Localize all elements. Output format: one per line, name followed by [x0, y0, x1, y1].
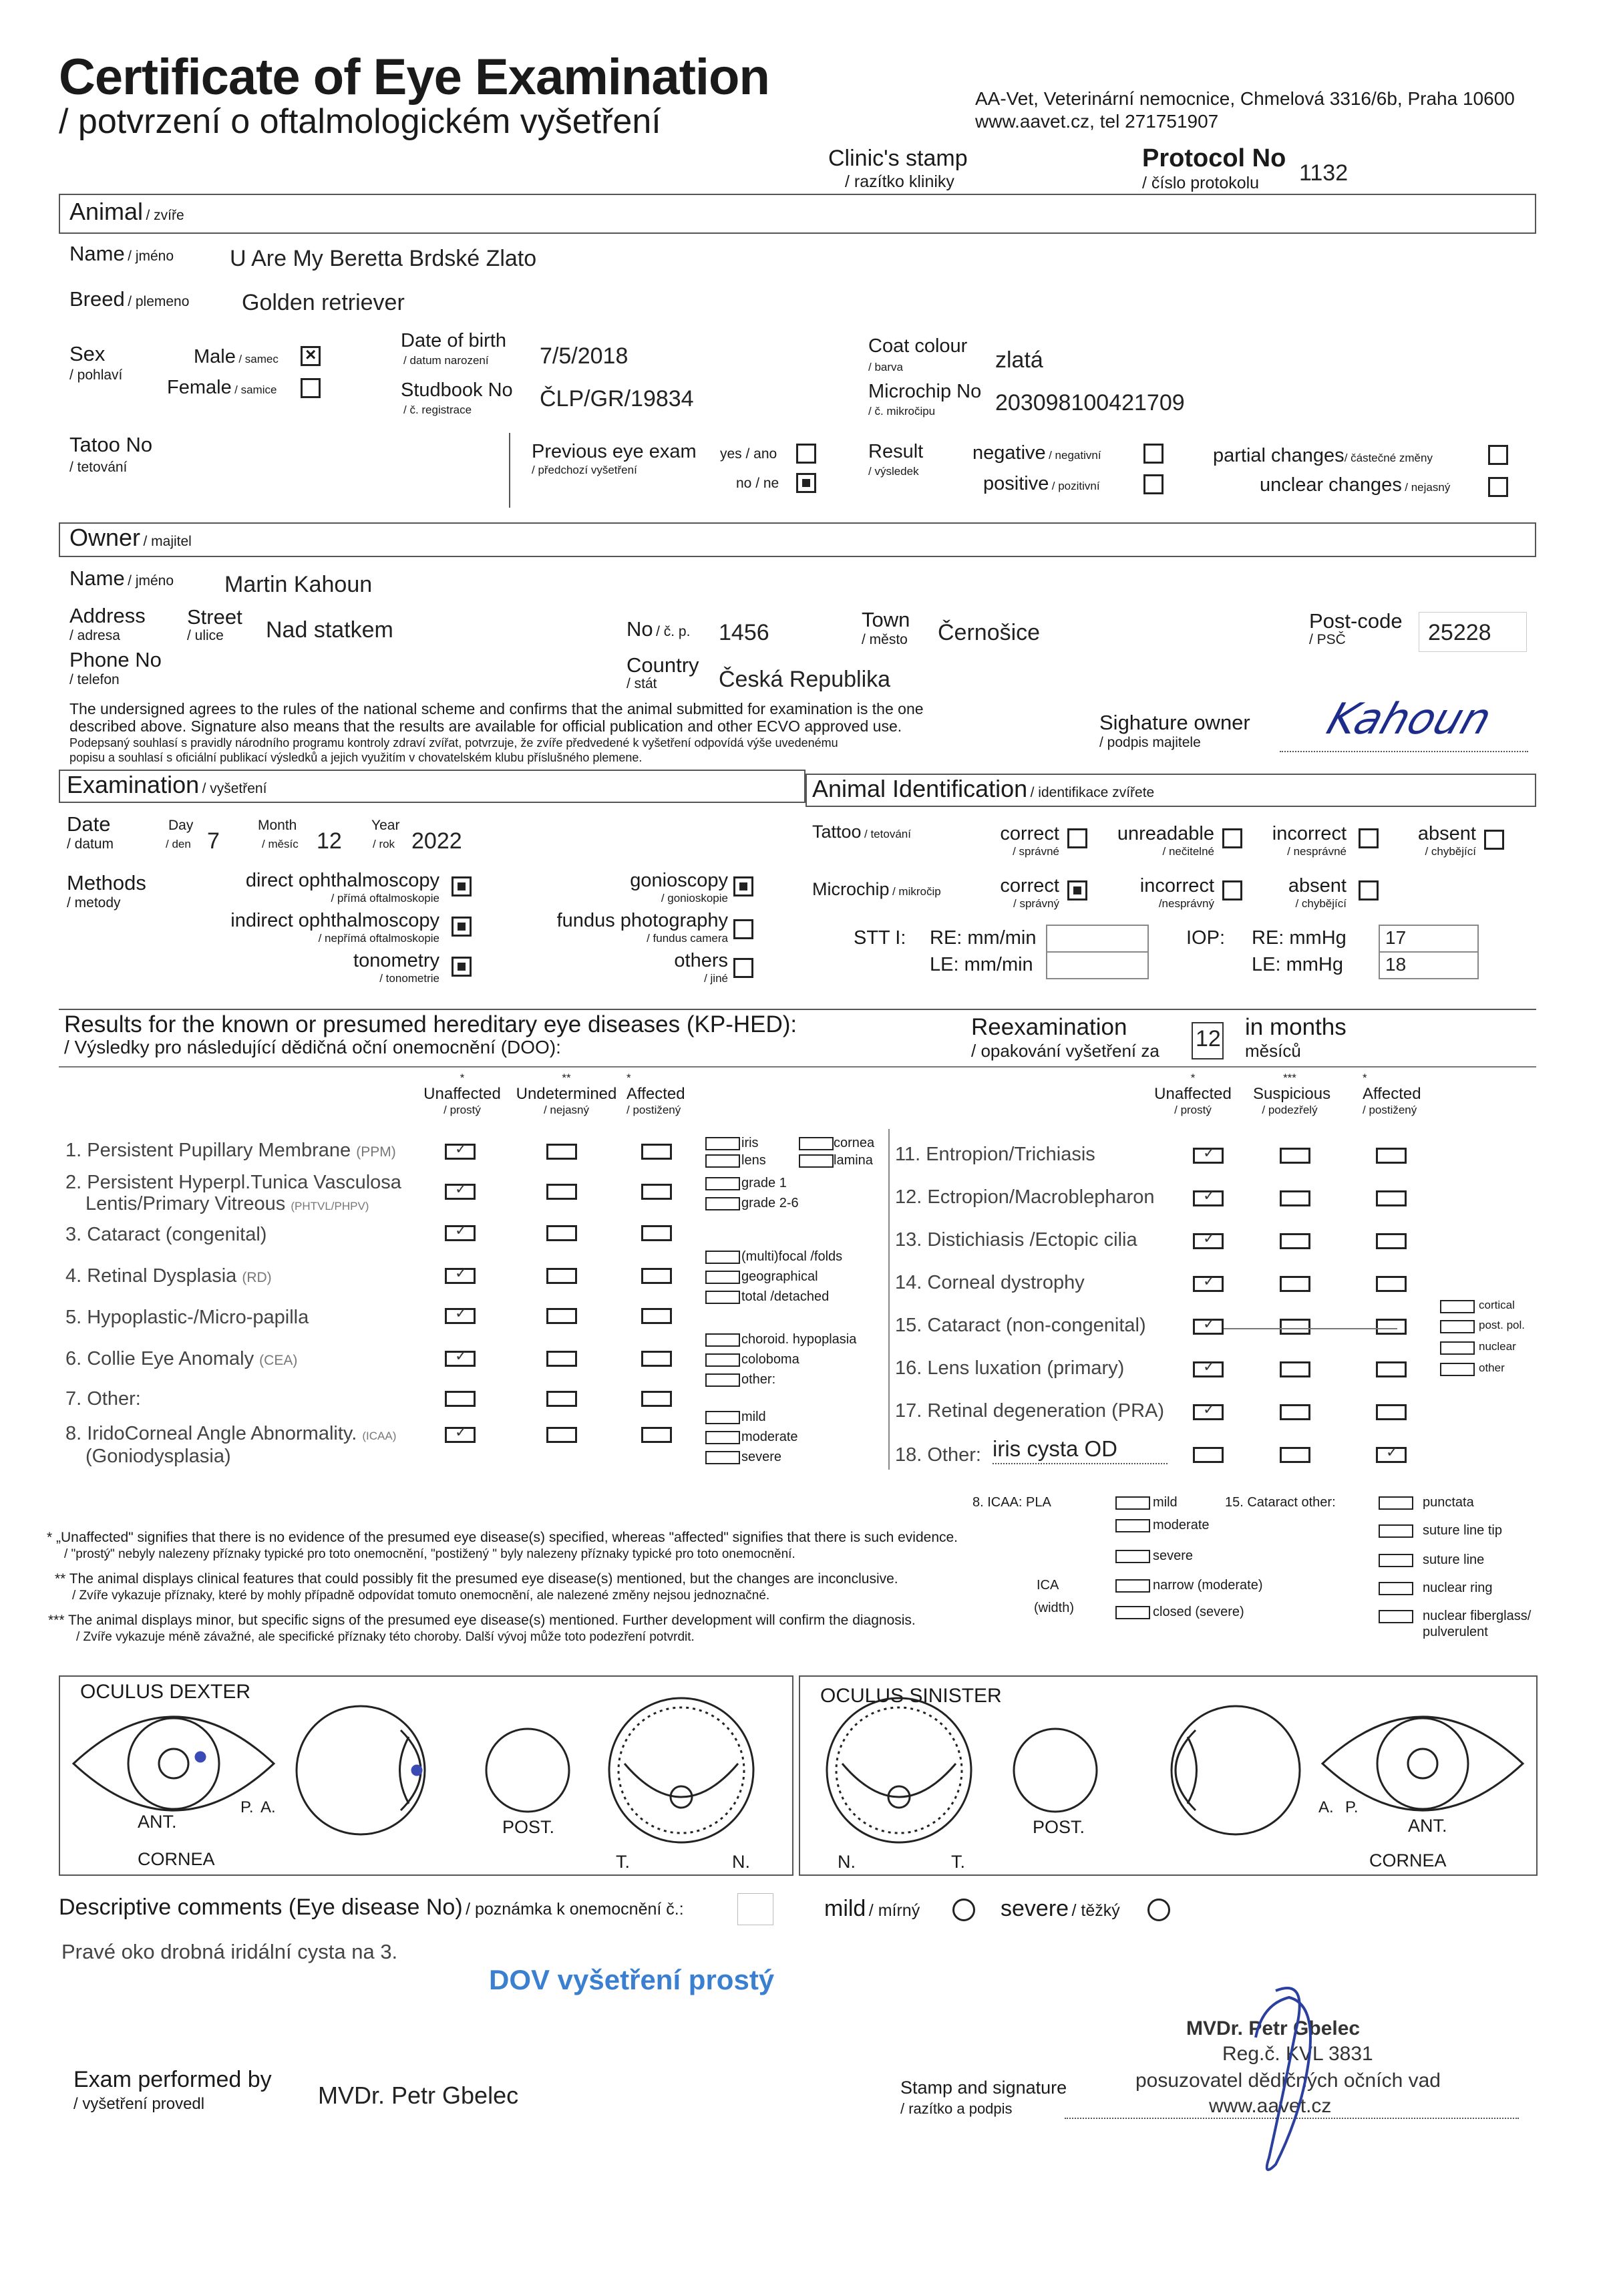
tattoo-correct: correct / správné — [1000, 823, 1059, 858]
dob-sub: / datum narození — [403, 354, 489, 367]
ident-section-title: Animal Identification / identifikace zvířete — [812, 775, 1155, 802]
exam-date-label: Date — [67, 812, 111, 836]
agreement-text-en-2: described above. Signature also means that the results are available for official publication and other ECVO approved use. — [69, 717, 902, 735]
disease-item-18: 18. Other: — [895, 1444, 981, 1466]
stt-le-label: LE: mm/min — [930, 954, 1033, 975]
cat15-nuclearring: nuclear ring — [1423, 1581, 1493, 1595]
phone-label: Phone No — [69, 648, 162, 671]
year-label: Year — [371, 818, 400, 833]
clinic-stamp-label: Clinic's stamp — [828, 146, 968, 171]
icaa-severe: severe — [1153, 1548, 1194, 1563]
cat15-pulverulent: pulverulent — [1423, 1625, 1488, 1639]
street-label: Street — [187, 605, 242, 629]
agreement-text-cz-1: Podepsaný souhlasí s pravidly národního programu kontroly zdraví zvířat, potvrzuje, že zvíře předvedené k vyšetření odpovídá výše uvedenému — [69, 736, 838, 750]
reexam-sub: / opakování vyšetření za — [971, 1041, 1159, 1061]
cat15-fiberglass: nuclear fiberglass/ — [1423, 1609, 1532, 1623]
coat-sub: / barva — [868, 361, 903, 373]
col-affected-right: * Affected / postižený — [1363, 1072, 1421, 1116]
animal-name-label: Name / jméno — [69, 242, 174, 265]
os-t-label: T. — [951, 1852, 966, 1872]
microchip-correct: correct / správný — [1000, 875, 1059, 910]
female-label: Female / samice — [167, 377, 277, 398]
os-post-label: POST. — [1033, 1817, 1085, 1837]
studbook-label: Studbook No — [401, 379, 513, 401]
vet-stamp-line-2: Reg.č. KVL 3831 — [1222, 2043, 1373, 2065]
prev-exam-label: Previous eye exam — [532, 441, 697, 462]
disease-item-15: 15. Cataract (non-congenital) — [895, 1315, 1146, 1336]
country-label: Country — [627, 653, 699, 677]
studbook-sub: / č. registrace — [403, 403, 472, 416]
method-direct: direct ophthalmoscopy / přímá oftalmoskopie — [245, 870, 439, 905]
severe-label: severe / těžký — [1001, 1896, 1120, 1921]
cat15-suturetip: suture line tip — [1423, 1523, 1502, 1538]
months-label: in months — [1245, 1014, 1347, 1040]
disease-item-3: 3. Cataract (congenital) — [65, 1224, 267, 1245]
iop-re-value: 17 — [1385, 927, 1407, 948]
exam-date-sub: / datum — [67, 836, 114, 852]
comments-disease-box[interactable] — [737, 1893, 773, 1925]
sex-sub: / pohlaví — [69, 367, 123, 383]
owner-name-label: Name / jméno — [69, 566, 174, 590]
os-a-label: A. — [1318, 1798, 1334, 1816]
note-3-cz: / Zvíře vykazuje méně závažné, ale specifické příznaky této choroby. Další vývoj může toto podezření potvrdit. — [76, 1630, 695, 1644]
od-pupil-icon — [159, 1749, 188, 1778]
studbook-value: ČLP/GR/19834 — [540, 386, 694, 412]
breed-label: Breed / plemeno — [69, 287, 190, 311]
sub-lamina: lamina — [834, 1153, 873, 1168]
method-others: others / jiné — [674, 950, 728, 985]
protocol-label: Protocol No — [1142, 144, 1286, 172]
prev-exam-sub: / předchozí vyšetření — [532, 464, 637, 476]
iop-label: IOP: — [1186, 927, 1226, 949]
protocol-value: 1132 — [1299, 160, 1349, 186]
dov-stamp: DOV vyšetření prostý — [489, 1964, 775, 1995]
cat-other: other — [1479, 1361, 1505, 1374]
animal-section-title: Animal / zvíře — [69, 198, 184, 225]
microchip-absent: absent / chybějící — [1288, 875, 1347, 910]
month-label: Month — [258, 818, 297, 833]
note-1-en: * „Unaffected" signifies that there is no evidence of the presumed eye disease(s) specified, whereas "affected" signifies that there is such evidence. — [47, 1530, 958, 1545]
tatoo-label: Tatoo No — [69, 433, 153, 456]
note-2-en: ** The animal displays clinical features that could possibly fit the presumed eye disease(s) mentioned, but the changes are inconclusive. — [55, 1571, 898, 1587]
os-ant-label: ANT. — [1408, 1816, 1447, 1836]
dob-label: Date of birth — [401, 330, 506, 351]
oculus-dexter-title: OCULUS DEXTER — [80, 1681, 251, 1703]
coat-value: zlatá — [995, 347, 1043, 373]
postcode-sub: / PSČ — [1309, 632, 1346, 647]
col-affected-left: * Affected / postižený — [627, 1072, 685, 1116]
sub-grade26: grade 2-6 — [741, 1196, 799, 1210]
od-post-label: POST. — [502, 1817, 555, 1837]
sub-lens: lens — [741, 1153, 766, 1168]
sub-coloboma: coloboma — [741, 1352, 799, 1367]
page-title: Certificate of Eye Examination — [59, 49, 769, 106]
methods-label: Methods — [67, 871, 146, 894]
vet-stamp-line-1: MVDr. Petr Gbelec — [1186, 2017, 1361, 2039]
os-posterior-icon — [1014, 1729, 1097, 1812]
street-sub: / ulice — [187, 628, 224, 643]
disease-item-8: 8. IridoCorneal Angle Abnormality. (ICAA) — [65, 1423, 397, 1444]
disease-item-14: 14. Corneal dystrophy — [895, 1272, 1085, 1293]
iop-re-label: RE: mmHg — [1252, 927, 1347, 949]
comments-text: Pravé oko drobná iridální cysta na 3. — [61, 1940, 398, 1963]
other18-value: iris cysta OD — [993, 1436, 1118, 1461]
od-p-label: P. — [240, 1798, 254, 1816]
postcode-value: 25228 — [1428, 620, 1491, 645]
house-no-value: 1456 — [719, 620, 769, 645]
result-label: Result — [868, 441, 924, 462]
page-subtitle: / potvrzení o oftalmologickém vyšetření — [59, 102, 661, 141]
vet-signature-icon — [1229, 1977, 1336, 2178]
sub-mild: mild — [741, 1410, 766, 1424]
year-value: 2022 — [411, 828, 462, 854]
animal-name-value: U Are My Beretta Brdské Zlato — [230, 246, 537, 271]
sub-cornea: cornea — [834, 1136, 875, 1150]
icaa-label: 8. ICAA: PLA — [972, 1495, 1051, 1510]
tatoo-sub: / tetování — [69, 460, 128, 475]
ica-narrow: narrow (moderate) — [1153, 1578, 1263, 1593]
sub-iris: iris — [741, 1136, 759, 1150]
unclear-label: unclear changes / nejasný — [1260, 474, 1451, 496]
month-sub: / měsíc — [262, 838, 299, 850]
disease-item-8b: (Goniodysplasia) — [85, 1446, 231, 1467]
address-sub: / adresa — [69, 628, 120, 643]
country-value: Česká Republika — [719, 667, 891, 692]
vet-stamp-line-3: posuzovatel dědičných očních vad — [1135, 2070, 1441, 2092]
iop-le-label: LE: mmHg — [1252, 954, 1343, 975]
agreement-text-en-1: The undersigned agrees to the rules of the national scheme and confirms that the animal submitted for examination is the one — [69, 700, 924, 717]
sub-total: total /detached — [741, 1289, 830, 1304]
phone-sub: / telefon — [69, 672, 120, 687]
sex-label: Sex — [69, 342, 106, 365]
protocol-sub: / číslo protokolu — [1142, 174, 1260, 192]
os-cornea-label: CORNEA — [1369, 1850, 1447, 1870]
cat15-label: 15. Cataract other: — [1225, 1495, 1336, 1510]
day-sub: / den — [166, 838, 191, 850]
method-tonometry: tonometry / tonometrie — [353, 950, 439, 985]
partial-label: partial changes/ částečné změny — [1213, 445, 1433, 466]
icaa-mild: mild — [1153, 1495, 1178, 1510]
sub-moderate: moderate — [741, 1430, 798, 1444]
comments-label: Descriptive comments (Eye disease No) / poznámka k onemocnění č.: — [59, 1895, 684, 1920]
sub-choroid: choroid. hypoplasia — [741, 1332, 857, 1347]
performed-sub: / vyšetření provedl — [73, 2095, 205, 2113]
mild-label: mild / mírný — [824, 1896, 920, 1921]
os-n-label: N. — [838, 1852, 856, 1872]
town-label: Town — [862, 608, 910, 631]
severe-radio[interactable] — [1147, 1899, 1170, 1921]
reexam-label: Reexamination — [971, 1014, 1127, 1040]
vet-stamp-line-4: www.aavet.cz — [1209, 2095, 1332, 2117]
day-label: Day — [168, 818, 194, 833]
sub-geographical: geographical — [741, 1269, 818, 1284]
cat-cortical: cortical — [1479, 1299, 1515, 1311]
owner-section-title: Owner / majitel — [69, 524, 192, 551]
od-t-label: T. — [616, 1852, 631, 1872]
results-title: Results for the known or presumed hereditary eye diseases (KP-HED): — [64, 1011, 797, 1037]
town-sub: / město — [862, 632, 908, 647]
negative-label: negative / negativní — [972, 442, 1101, 464]
ica-sub: (width) — [1034, 1601, 1075, 1615]
disease-item-2: 2. Persistent Hyperpl.Tunica Vasculosa — [65, 1172, 401, 1193]
od-ant-label: ANT. — [138, 1812, 177, 1832]
clinic-address: AA-Vet, Veterinární nemocnice, Chmelová 3316/6b, Praha 10600 — [975, 88, 1515, 109]
method-indirect: indirect ophthalmoscopy / nepřímá oftalmoskopie — [230, 910, 439, 945]
performed-label: Exam performed by — [73, 2067, 272, 2092]
method-gonioscopy: gonioscopy / gonioskopie — [630, 870, 728, 905]
ica-label: ICA — [1037, 1578, 1059, 1593]
cat-nuclear: nuclear — [1479, 1340, 1516, 1353]
year-sub: / rok — [373, 838, 395, 850]
breed-value: Golden retriever — [242, 290, 405, 315]
note-2-cz: / Zvíře vykazuje příznaky, které by mohly případně odpovídat tomuto onemocnění, ale nalezené změny nejsou jednoznačné. — [72, 1589, 770, 1603]
months-sub: měsíců — [1245, 1041, 1301, 1061]
disease-item-13: 13. Distichiasis /Ectopic cilia — [895, 1229, 1137, 1251]
os-side-eye-icon — [1172, 1706, 1300, 1834]
tattoo-absent: absent / chybějící — [1417, 823, 1476, 858]
clinic-contact: www.aavet.cz, tel 271751907 — [975, 111, 1219, 132]
sub-other: other: — [741, 1372, 776, 1387]
footer-stamp-label: Stamp and signature — [900, 2078, 1067, 2098]
disease-item-1: 1. Persistent Pupillary Membrane (PPM) — [65, 1140, 396, 1161]
town-value: Černošice — [938, 620, 1041, 645]
sub-severe: severe — [741, 1450, 782, 1464]
country-sub: / stát — [627, 676, 657, 691]
os-front-eye-icon — [1322, 1717, 1523, 1810]
od-front-eye-icon — [73, 1717, 274, 1810]
agreement-text-cz-2: popisu a souhlasí s oficiální publikací výsledků a jejich využitím v chovatelském klubu příslušného plemene. — [69, 751, 643, 764]
od-side-eye-icon — [297, 1706, 425, 1834]
clinic-stamp-sub: / razítko kliniky — [845, 172, 954, 191]
disease-item-4: 4. Retinal Dysplasia (RD) — [65, 1265, 272, 1287]
owner-signature-sub: / podpis majitele — [1099, 735, 1201, 750]
col-undetermined: ** Undetermined / nejasný — [516, 1072, 617, 1116]
mild-radio[interactable] — [952, 1899, 975, 1921]
chip-label: Microchip No — [868, 381, 982, 402]
result-sub: / výsledek — [868, 465, 919, 478]
prev-yes-label: yes / ano — [720, 446, 777, 462]
od-posterior-icon — [486, 1729, 569, 1812]
postcode-label: Post-code — [1309, 609, 1403, 633]
owner-signature: Kahoun — [1320, 695, 1497, 744]
disease-item-17: 17. Retinal degeneration (PRA) — [895, 1400, 1165, 1422]
exam-section-title: Examination / vyšetření — [67, 771, 267, 798]
os-p-label: P. — [1345, 1798, 1359, 1816]
disease-item-11: 11. Entropion/Trichiasis — [895, 1144, 1095, 1165]
positive-label: positive / pozitivní — [983, 473, 1100, 494]
disease-item-6: 6. Collie Eye Anomaly (CEA) — [65, 1348, 298, 1369]
owner-signature-label: Sighature owner — [1099, 711, 1250, 734]
disease-item-2b: Lentis/Primary Vitreous (PHTVL/PHPV) — [85, 1193, 369, 1214]
cat15-sutureline: suture line — [1423, 1552, 1485, 1567]
reexam-value: 12 — [1196, 1026, 1221, 1051]
od-cyst-mark-icon — [196, 1752, 205, 1762]
chip-value: 203098100421709 — [995, 390, 1185, 416]
performed-value: MVDr. Petr Gbelec — [318, 2082, 519, 2109]
chip-sub: / č. mikročipu — [868, 405, 936, 418]
tattoo-incorrect: incorrect / nesprávné — [1272, 823, 1347, 858]
dob-value: 7/5/2018 — [540, 343, 629, 369]
sub-grade1: grade 1 — [741, 1176, 787, 1190]
iop-le-value: 18 — [1385, 954, 1407, 975]
od-a-label: A. — [260, 1798, 276, 1816]
house-no-label: No / č. p. — [627, 617, 691, 641]
disease-item-16: 16. Lens luxation (primary) — [895, 1357, 1125, 1379]
day-value: 7 — [207, 828, 220, 854]
prev-no-label: no / ne — [736, 476, 779, 491]
method-fundus: fundus photography / fundus camera — [556, 910, 728, 945]
stt-re-label: RE: mm/min — [930, 927, 1037, 949]
od-n-label: N. — [732, 1852, 750, 1872]
street-value: Nad statkem — [266, 617, 393, 643]
footer-stamp-sub: / razítko a podpis — [900, 2100, 1013, 2117]
ica-closed: closed (severe) — [1153, 1605, 1244, 1619]
owner-name-value: Martin Kahoun — [224, 572, 373, 597]
oculus-sinister-title: OCULUS SINISTER — [820, 1685, 1002, 1707]
od-iris-icon — [128, 1718, 219, 1809]
disease-item-12: 12. Ectropion/Macroblepharon — [895, 1186, 1155, 1208]
address-label: Address — [69, 604, 146, 627]
month-value: 12 — [317, 828, 342, 854]
tattoo-label: Tattoo / tetování — [812, 822, 911, 842]
microchip-incorrect: incorrect /nesprávný — [1139, 875, 1214, 910]
col-unaffected-right: * Unaffected / prostý — [1154, 1072, 1232, 1116]
cat-postpol: post. pol. — [1479, 1319, 1525, 1331]
cat15-punctata: punctata — [1423, 1495, 1474, 1510]
od-cornea-label: CORNEA — [138, 1849, 215, 1869]
note-3-en: *** The animal displays minor, but specific signs of the presumed eye disease(s) mentioned. Further development will confirm the diagnosis. — [48, 1613, 916, 1628]
col-suspicious: *** Suspicious / podezřelý — [1253, 1072, 1331, 1116]
icaa-moderate: moderate — [1153, 1518, 1210, 1532]
microchip-label: Microchip / mikročip — [812, 879, 941, 899]
disease-item-7: 7. Other: — [65, 1388, 141, 1410]
coat-label: Coat colour — [868, 335, 968, 357]
male-label: Male / samec — [194, 346, 279, 367]
col-unaffected-left: * Unaffected / prostý — [423, 1072, 501, 1116]
methods-sub: / metody — [67, 895, 121, 911]
disease-item-5: 5. Hypoplastic-/Micro-papilla — [65, 1307, 309, 1328]
tattoo-unreadable: unreadable / nečitelné — [1117, 823, 1214, 858]
note-1-cz: / "prostý" nebyly nalezeny příznaky typické pro toto onemocnění, "postižený " byly nalezeny příznaky typické pro toto onemocnění. — [64, 1547, 795, 1561]
results-subtitle: / Výsledky pro následující dědičná oční onemocnění (DOO): — [64, 1037, 561, 1057]
stt-label: STT I: — [854, 927, 906, 949]
sub-multifocal: (multi)focal /folds — [741, 1249, 843, 1264]
